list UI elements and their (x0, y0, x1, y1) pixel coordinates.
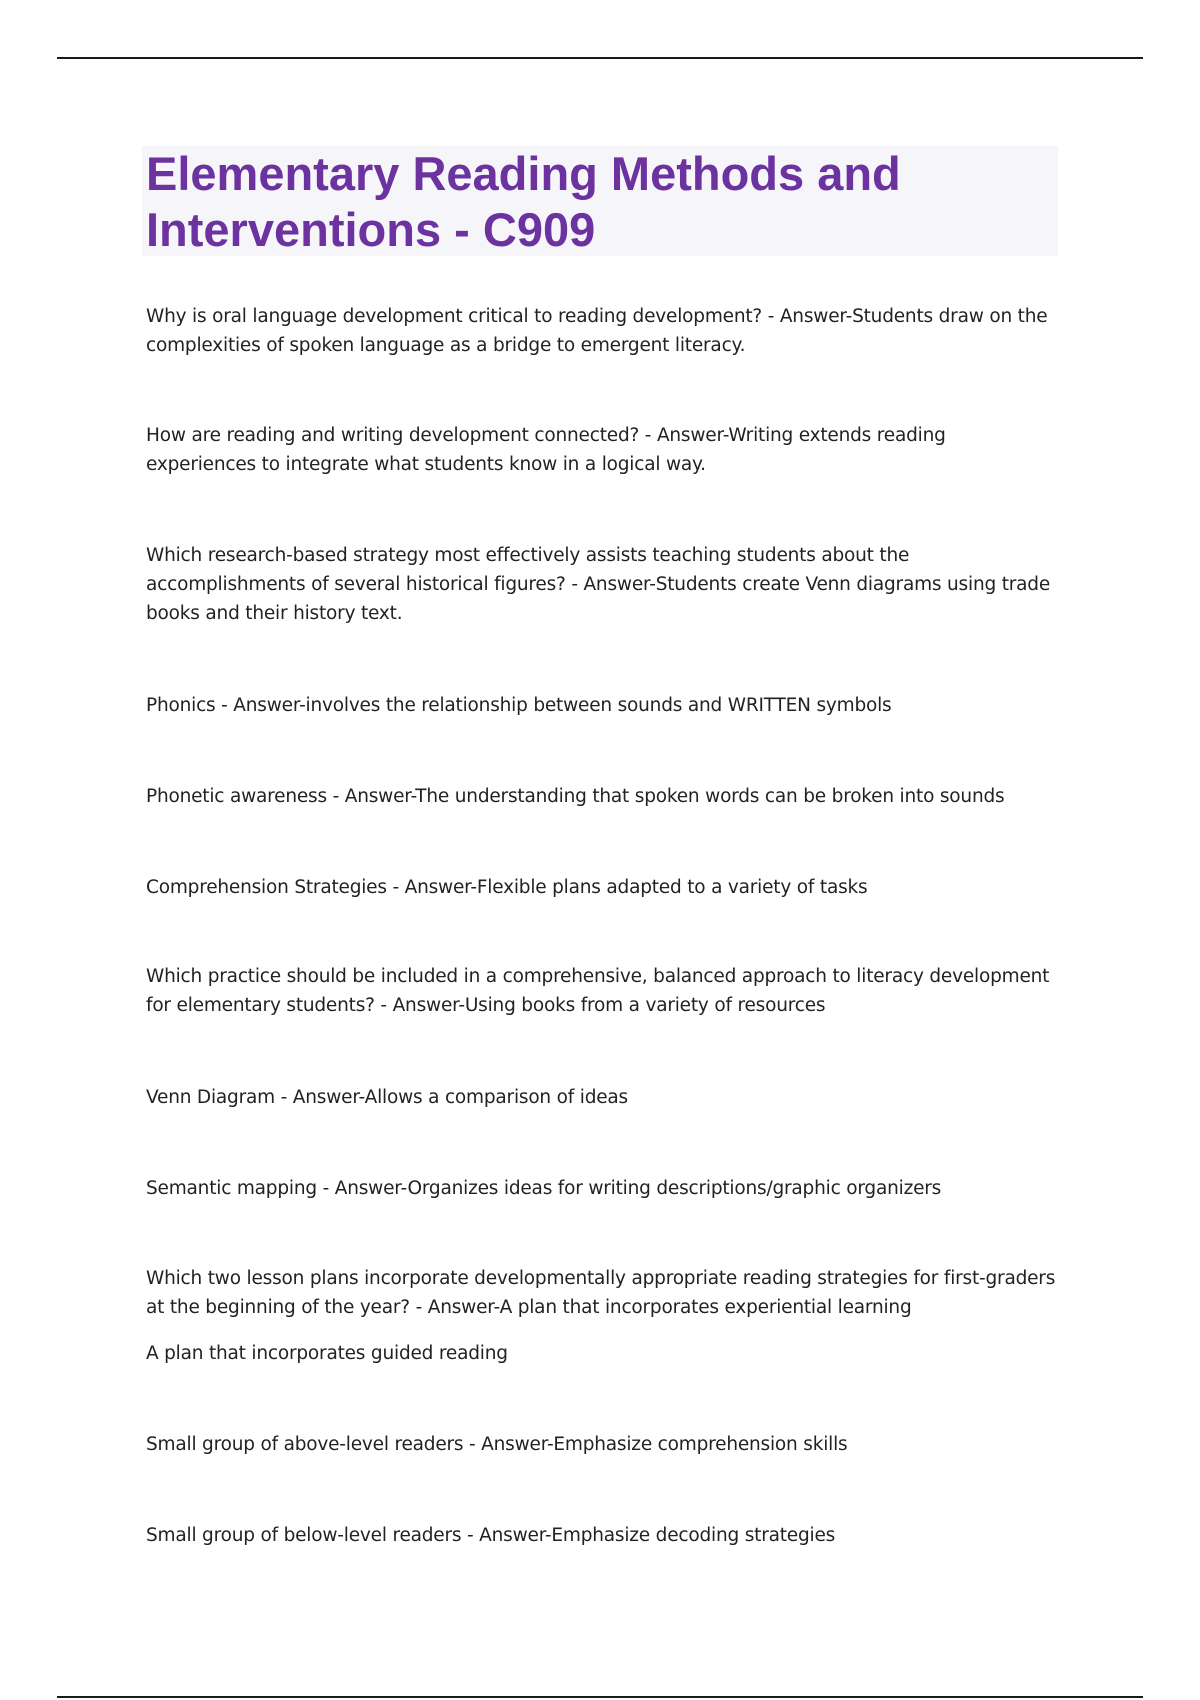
qa-entry-above-level-readers: Small group of above-level readers - Answer-Emphasize comprehension skills (146, 1434, 848, 1455)
qa-entry-guided-reading: A plan that incorporates guided reading (146, 1343, 508, 1364)
qa-entry-balanced-approach: Which practice should be included in a comprehensive, balanced approach to literacy development for elementary students? - Answer-Using books from a variety of resources (146, 966, 1050, 1016)
document-title: Elementary Reading Methods and Interventions - C909 (146, 147, 901, 256)
top-rule (57, 57, 1143, 59)
qa-entry-semantic-mapping: Semantic mapping - Answer-Organizes ideas for writing descriptions/graphic organizers (146, 1178, 942, 1199)
qa-entry-phonetic-awareness: Phonetic awareness - Answer-The understanding that spoken words can be broken into sounds (146, 786, 1005, 807)
qa-entry-reading-writing: How are reading and writing development connected? - Answer-Writing extends reading experiences to integrate what students know in a logical way. (146, 425, 946, 475)
qa-entry-phonics: Phonics - Answer-involves the relationship between sounds and WRITTEN symbols (146, 695, 892, 716)
qa-entry-research-strategy: Which research-based strategy most effectively assists teaching students about the accomplishments of several historical figures? - Answer-Students create Venn diagrams using trade books and their history text. (146, 545, 1051, 624)
qa-entry-venn-diagram: Venn Diagram - Answer-Allows a comparison of ideas (146, 1087, 628, 1108)
qa-entry-below-level-readers: Small group of below-level readers - Answer-Emphasize decoding strategies (146, 1525, 836, 1546)
bottom-rule (57, 1696, 1143, 1698)
qa-entry-comprehension-strategies: Comprehension Strategies - Answer-Flexible plans adapted to a variety of tasks (146, 877, 868, 898)
qa-entry-oral-language: Why is oral language development critical to reading development? - Answer-Students draw on the complexities of spoken language as a bridge to emergent literacy. (146, 306, 1048, 356)
qa-entry-lesson-plans: Which two lesson plans incorporate developmentally appropriate reading strategies for first-graders at the beginning of the year? - Answer-A plan that incorporates experiential learning (146, 1268, 1056, 1318)
